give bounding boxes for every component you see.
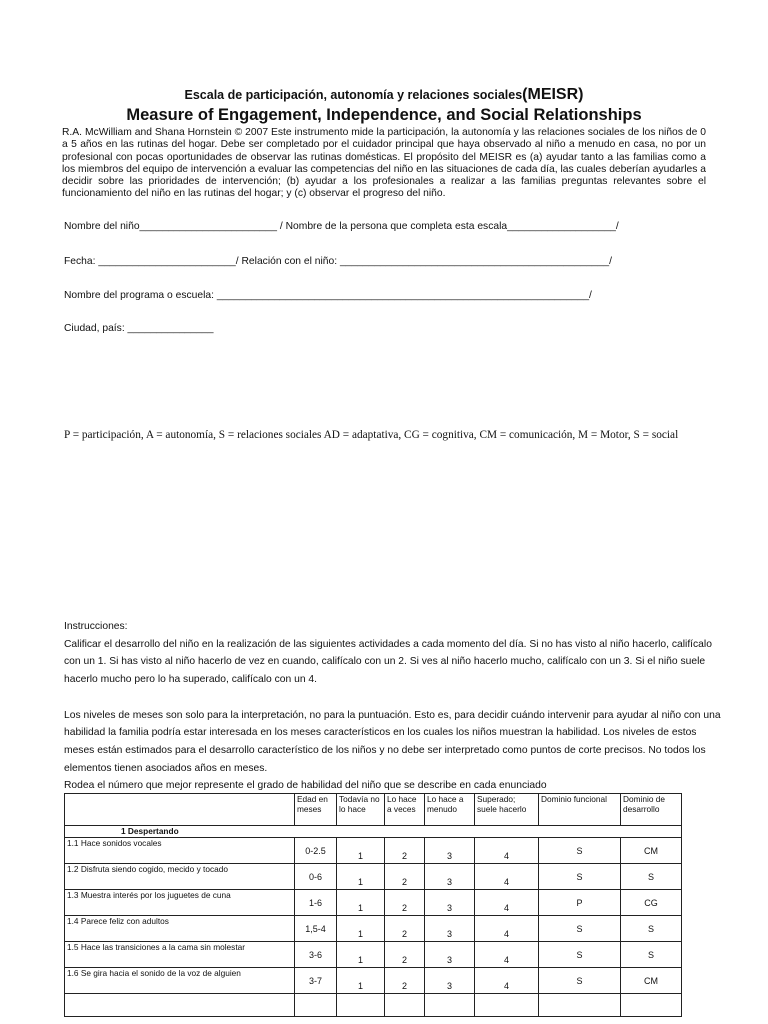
score-4[interactable]: 4 (475, 942, 539, 968)
developmental-domain: S (621, 916, 682, 942)
functional-domain: P (539, 890, 621, 916)
empty-cell (65, 994, 295, 1017)
item-label: 1.5 Hace las transiciones a la cama sin molestar (65, 942, 295, 968)
empty-cell (295, 994, 337, 1017)
score-4[interactable]: 4 (475, 968, 539, 994)
functional-domain: S (539, 942, 621, 968)
header-item (65, 794, 295, 826)
title-spanish-text: Escala de participación, autonomía y relaciones sociales (184, 88, 523, 102)
table-row (65, 864, 682, 890)
age-months: 3-6 (295, 942, 337, 968)
item-label: 1.2 Disfruta siendo cogido, mecido y tocado (65, 864, 295, 890)
score-1[interactable]: 1 (337, 890, 385, 916)
score-1[interactable]: 1 (337, 916, 385, 942)
score-1[interactable]: 1 (337, 864, 385, 890)
score-2[interactable]: 2 (385, 968, 425, 994)
score-3[interactable]: 3 (425, 942, 475, 968)
item-label: 1.6 Se gira hacia el sonido de la voz de alguien (65, 968, 295, 994)
section-row (65, 826, 682, 838)
developmental-domain: CM (621, 838, 682, 864)
functional-domain: S (539, 864, 621, 890)
header-functional-domain: Dominio funcional (539, 794, 621, 826)
functional-domain: S (539, 968, 621, 994)
item-label: 1.4 Parece feliz con adultos (65, 916, 295, 942)
meisr-table (64, 793, 682, 1017)
score-4[interactable]: 4 (475, 864, 539, 890)
score-3[interactable]: 3 (425, 916, 475, 942)
score-3[interactable]: 3 (425, 838, 475, 864)
form-line-city: Ciudad, país: _______________ (64, 323, 214, 334)
functional-domain: S (539, 916, 621, 942)
score-3[interactable]: 3 (425, 864, 475, 890)
empty-cell (425, 994, 475, 1017)
form-line-program: Nombre del programa o escuela: _________________________________________________________________/ (64, 290, 592, 301)
developmental-domain: CG (621, 890, 682, 916)
form-line-date-relation: Fecha: ________________________/ Relación con el niño: _______________________________________________/ (64, 256, 612, 267)
header-developmental-domain: Dominio de desarrollo (621, 794, 682, 826)
score-4[interactable]: 4 (475, 890, 539, 916)
score-2[interactable]: 2 (385, 942, 425, 968)
instructions-circle: Rodea el número que mejor represente el grado de habilidad del niño que se describe en cada enunciado (64, 780, 547, 792)
age-months: 1,5-4 (295, 916, 337, 942)
age-months: 3-7 (295, 968, 337, 994)
form-line-names: Nombre del niño________________________ / Nombre de la persona que completa esta escala___________________/ (64, 221, 619, 232)
domain-legend: P = participación, A = autonomía, S = relaciones sociales AD = adaptativa, CG = cognitiva, CM = comunicación, M = Motor, S = social (64, 429, 679, 441)
score-4[interactable]: 4 (475, 838, 539, 864)
score-4[interactable]: 4 (475, 916, 539, 942)
table-row (65, 838, 682, 864)
header-often: Lo hace a menudo (425, 794, 475, 826)
table-row (65, 890, 682, 916)
score-1[interactable]: 1 (337, 942, 385, 968)
header-surpassed: Superado; suele hacerlo (475, 794, 539, 826)
title-abbreviation: (MEISR) (522, 86, 584, 103)
instructions-scoring: Calificar el desarrollo del niño en la realización de las siguientes actividades a cada momento del día. Si no has visto al niño hacerlo, califícalo con un 1. Si has visto al niño hacerlo de vez en cuando, califícalo con un 2. Si ves al niño hacerlo mucho, califícalo con un 3. Si el niño suele hacerlo mucho pero lo ha superado, califícalo con un 4. (64, 638, 712, 686)
title-english: Measure of Engagement, Independence, and Social Relationships (126, 106, 642, 124)
empty-cell (337, 994, 385, 1017)
header-sometimes: Lo hace a veces (385, 794, 425, 826)
section-title: 1 Despertando (65, 826, 682, 838)
developmental-domain: S (621, 942, 682, 968)
instructions (64, 618, 724, 795)
score-1[interactable]: 1 (337, 968, 385, 994)
score-2[interactable]: 2 (385, 864, 425, 890)
age-months: 1-6 (295, 890, 337, 916)
table-row (65, 942, 682, 968)
table-row (65, 968, 682, 994)
intro-paragraph: R.A. McWilliam and Shana Hornstein © 2007 Este instrumento mide la participación, la autonomía y las relaciones sociales de los niños de 0 a 5 años en las rutinas del hogar. Debe ser completado por el cuidador principal que haya observado al niño a menudo en casa, no por un profesional con pocas oportunidades de observar las rutinas domésticas. El propósito del MEISR es (a) ayudar tanto a las familias como a los miembros del equipo de intervención a evaluar las competencias del niño en las situaciones de cada día, las cuales deberían ayudarles a decidir sobre las prioridades de intervención; (b) ayudar a los profesionales a realizar a las familias preguntas relevantes sobre el funcionamiento del niño en las rutinas del hogar; y (c) observar el progreso del niño. (62, 127, 706, 200)
developmental-domain: S (621, 864, 682, 890)
empty-cell (475, 994, 539, 1017)
score-2[interactable]: 2 (385, 916, 425, 942)
item-label: 1.1 Hace sonidos vocales (65, 838, 295, 864)
title-spanish (0, 86, 768, 104)
header-age: Edad en meses (295, 794, 337, 826)
header-not-yet: Todavía no lo hace (337, 794, 385, 826)
functional-domain: S (539, 838, 621, 864)
empty-cell (539, 994, 621, 1017)
score-1[interactable]: 1 (337, 838, 385, 864)
empty-cell (385, 994, 425, 1017)
score-3[interactable]: 3 (425, 890, 475, 916)
age-months: 0-2.5 (295, 838, 337, 864)
empty-row (65, 994, 682, 1017)
empty-cell (621, 994, 682, 1017)
item-label: 1.3 Muestra interés por los juguetes de cuna (65, 890, 295, 916)
score-2[interactable]: 2 (385, 890, 425, 916)
age-months: 0-6 (295, 864, 337, 890)
score-3[interactable]: 3 (425, 968, 475, 994)
developmental-domain: CM (621, 968, 682, 994)
instructions-months: Los niveles de meses son solo para la interpretación, no para la puntuación. Esto es, para decidir cuándo intervenir para ayudar al niño con una habilidad la familia podría estar interesada en los meses característicos en los cuales los niños muestran la habilidad. Los niveles de estos meses están estimados para el desarrollo característico de los niños y no debe ser interpretado como puntos de corte precisos. No todos los elementos tienen asociados años en meses. (64, 709, 721, 774)
table-row (65, 916, 682, 942)
instructions-heading: Instrucciones: (64, 621, 128, 632)
table-header-row (65, 794, 682, 826)
score-2[interactable]: 2 (385, 838, 425, 864)
